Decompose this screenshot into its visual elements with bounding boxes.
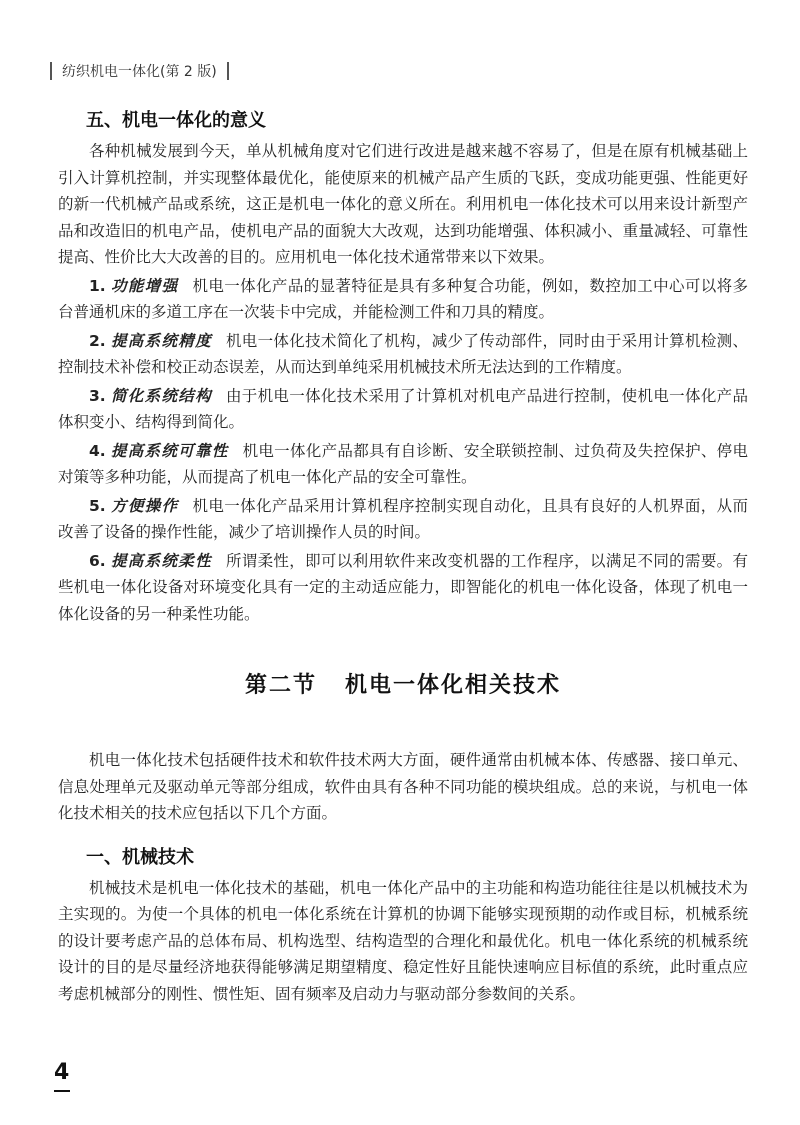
- effect-item-text: 机电一体化技术简化了机构，减少了传动部件，同时由于采用计算机检测、控制技术补偿和校正动态误差，从而达到单纯采用机械技术所无法达到的工作精度。: [58, 331, 748, 376]
- significance-intro-paragraph: 各种机械发展到今天，单从机械角度对它们进行改进是越来越不容易了，但是在原有机械基础上引入计算机控制，并实现整体最优化，能使原来的机械产品产生质的飞跃，变成功能更强、性能更好的新一代机械产品或系统，这正是机电一体化的意义所在。利用机电一体化技术可以用来设计新型产品和改造旧的机电产品，使机电产品的面貌大大改观，达到功能增强、体积减小、重量减轻、可靠性提高、性价比大大改善的目的。应用机电一体化技术通常带来以下效果。: [58, 142, 748, 266]
- effect-item-text: 所谓柔性，即可以利用软件来改变机器的工作程序，以满足不同的需要。有些机电一体化设备对环境变化具有一定的主动适应能力，即智能化的机电一体化设备，体现了机电一体化设备的另一种柔性功能。: [58, 551, 748, 623]
- effect-item-number: 5.: [89, 496, 106, 515]
- mechanical-body-paragraph: 机械技术是机电一体化技术的基础，机电一体化产品中的主功能和构造功能往往是以机械技术为主实现的。为使一个具体的机电一体化系统在计算机的协调下能够实现预期的动作或目标，机械系统的设计要考虑产品的总体布局、机构选型、结构造型的合理化和最优化。机电一体化系统的机械系统设计的目的是尽量经济地获得能够满足期望精度、稳定性好且能快速响应目标值的系统，此时重点应考虑机械部分的刚性、惯性矩、固有频率及启动力与驱动部分参数间的关系。: [58, 878, 748, 1003]
- effect-item-title: 提高系统精度: [110, 330, 212, 350]
- page-number-underline: [54, 1090, 70, 1092]
- effect-item-text: 机电一体化产品都具有自诊断、安全联锁控制、过负荷及失控保护、停电对策等多种功能，从而提高了机电一体化产品的安全可靠性。: [58, 441, 748, 486]
- section-heading-mechanical: 一、机械技术: [86, 846, 194, 868]
- effect-item-number: 2.: [89, 331, 106, 350]
- effect-item-text: 机电一体化产品的显著特征是具有多种复合功能，例如，数控加工中心可以将多台普通机床的多道工序在一次装卡中完成，并能检测工件和刀具的精度。: [58, 276, 748, 321]
- section-heading-significance: 五、机电一体化的意义: [86, 110, 266, 131]
- chapter-intro-paragraph: 机电一体化技术包括硬件技术和软件技术两大方面，硬件通常由机械本体、传感器、接口单元、信息处理单元及驱动单元等部分组成，软件由具有各种不同功能的模块组成。总的来说，与机电一体化技术相关的技术应包括以下几个方面。: [58, 751, 748, 822]
- effect-item-text: 机电一体化产品采用计算机程序控制实现自动化，且具有良好的人机界面，从而改善了设备的操作性能，减少了培训操作人员的时间。: [58, 496, 748, 541]
- effect-item-title: 提高系统柔性: [110, 550, 212, 570]
- chapter-title-text: 机电一体化相关技术: [345, 673, 562, 698]
- effect-item-2: [58, 328, 748, 381]
- effect-item-1: [58, 273, 748, 326]
- page-content: [58, 106, 748, 1007]
- header-left-bar: [50, 62, 52, 80]
- effect-item-number: 1.: [89, 276, 106, 295]
- effect-item-5: [58, 493, 748, 546]
- chapter-title: [58, 669, 748, 703]
- book-title: 纺织机电一体化(第 2 版): [62, 64, 217, 80]
- effect-item-text: 由于机电一体化技术采用了计算机对机电产品进行控制，使机电一体化产品体积变小、结构得到简化。: [58, 386, 748, 431]
- effect-item-number: 3.: [89, 386, 106, 405]
- effect-item-title: 方便操作: [111, 495, 179, 515]
- effect-item-number: 4.: [89, 441, 106, 460]
- effect-item-title: 功能增强: [111, 275, 179, 295]
- effect-item-4: [58, 438, 748, 491]
- effect-item-6: [58, 548, 748, 628]
- header-right-bar: [227, 62, 229, 80]
- effect-item-title: 简化系统结构: [110, 385, 212, 405]
- chapter-label: 第二节: [244, 673, 317, 698]
- effect-item-title: 提高系统可靠性: [110, 440, 229, 460]
- effect-item-3: [58, 383, 748, 436]
- running-header: [50, 58, 229, 84]
- page-number: 4: [54, 1060, 70, 1085]
- effect-item-number: 6.: [89, 551, 106, 570]
